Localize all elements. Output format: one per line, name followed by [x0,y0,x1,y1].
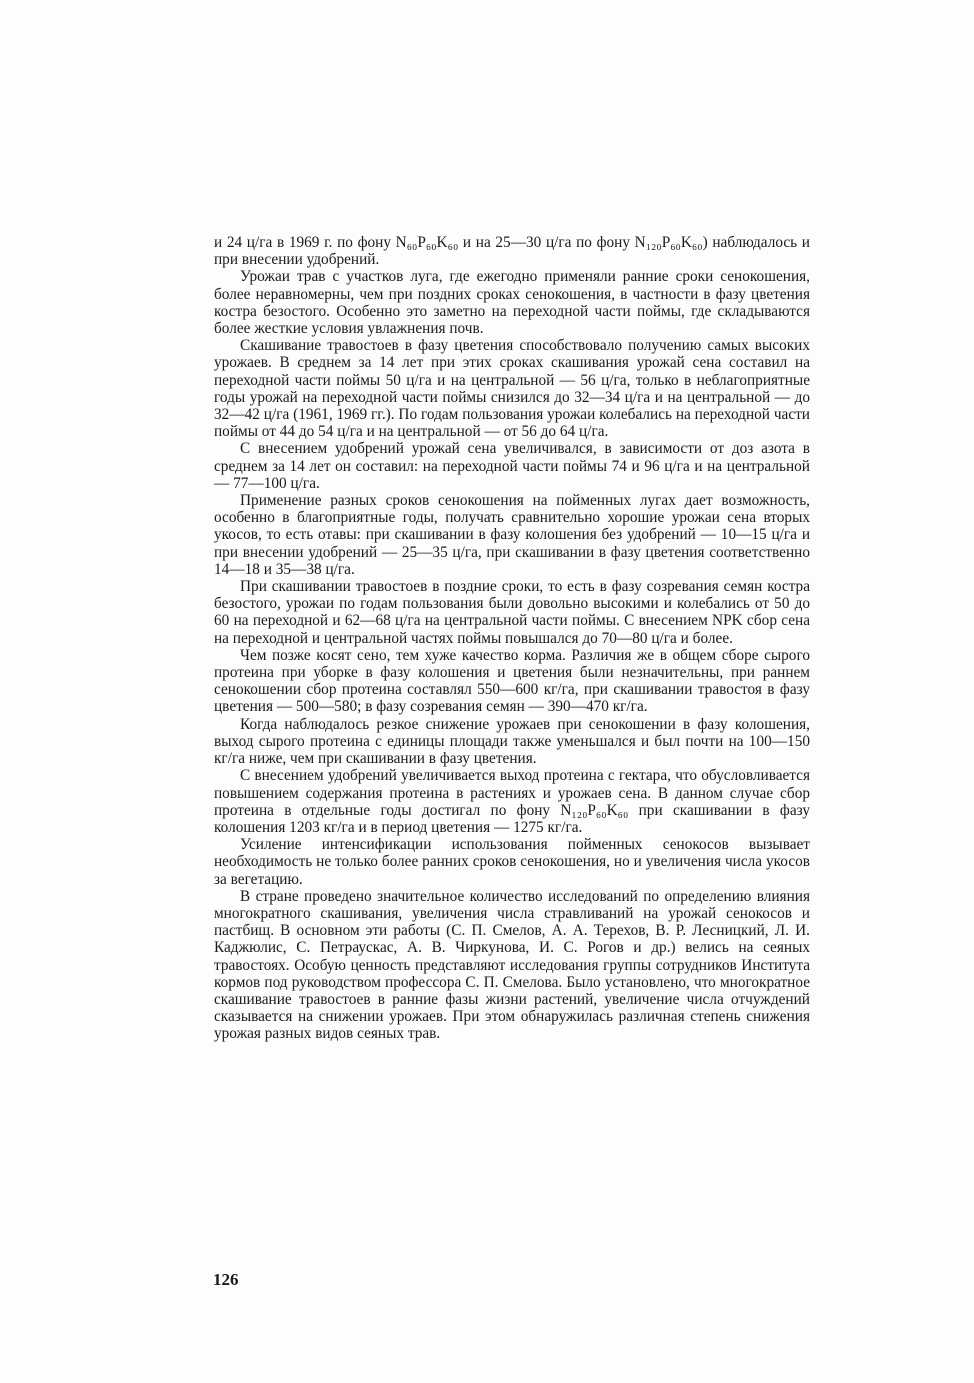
paragraph: Урожаи трав с участков луга, где ежегодно применяли ранние сроки сенокошения, более неравномерны, чем при поздних сроках сенокошения, в частности в фазу цветения костра безостого. Особенно это заметно на переходной части поймы, где складываются более жесткие условия увлажнения почв. [214,268,810,338]
paragraph: и 24 ц/га в 1969 г. по фону N₆₀P₆₀K₆₀ и на 25—30 ц/га по фону N₁₂₀P₆₀K₆₀) наблюдалось и при внесении удобрений. [214,234,810,269]
paragraph: При скашивании травостоев в поздние сроки, то есть в фазу созревания семян костра безостого, урожаи по годам пользования были довольно высокими и колебались от 50 до 60 на переходной и 62—68 ц/га на центральной части поймы. С внесением NPK сбор сена на переходной и центральной частях поймы повышался до 70—80 ц/га и более. [214,578,810,647]
paragraph: Скашивание травостоев в фазу цветения способствовало получению самых высоких урожаев. В среднем за 14 лет при этих сроках скашивания урожай сена составил на переходной части поймы 50 ц/га и на центральной — 56 ц/га, только в неблагоприятные годы урожай на переходной части поймы снизился до 32—34 ц/га и на центральной — до 32—42 ц/га (1961, 1969 гг.). По годам пользования урожаи колебались на переходной части поймы от 44 до 54 ц/га и на центральной — от 56 до 64 ц/га. [214,337,810,441]
paragraph: Усиление интенсификации использования пойменных сенокосов вызывает необходимость не только более ранних сроков сенокошения, но и увеличения числа укосов за вегетацию. [214,836,810,888]
paragraph: Чем позже косят сено, тем хуже качество корма. Различия же в общем сборе сырого протеина при уборке в фазу колошения и цветения были незначительны, при раннем сенокошении сбор протеина составлял 550—600 кг/га, при скашивании травостоя в фазу цветения — 500—580; в фазу созревания семян — 390—470 кг/га. [214,646,810,716]
page-number: 126 [213,1270,239,1289]
paragraph: С внесением удобрений увеличивается выход протеина с гектара, что обусловливается повышением содержания протеина в растениях и урожаев сена. В данном случае сбор протеина в отдельные годы достигал по фону N₁₂₀P₆₀K₆₀ при скашивании в фазу колошения 1203 кг/га и в период цветения — 1275 кг/га. [214,767,810,836]
paragraph: Когда наблюдалось резкое снижение урожаев при сенокошении в фазу колошения, выход сырого протеина с единицы площади также уменьшался и был почти на 100—150 кг/га ниже, чем при скашивании в фазу цветения. [214,715,810,768]
paragraph: Применение разных сроков сенокошения на пойменных лугах дает возможность, особенно в благоприятные годы, получать сравнительно хорошие урожаи сена вторых укосов, то есть отавы: при скашивании в фазу колошения без удобрений — 10—15 ц/га и при внесении удобрений — 25—35 ц/га, при скашивании в фазу цветения соответственно 14—18 и 35—38 ц/га. [214,492,810,578]
paragraph: С внесением удобрений урожай сена увеличивался, в зависимости от доз азота в среднем за 14 лет он составил: на переходной части поймы 74 и 96 ц/га и на центральной — 77—100 ц/га. [214,440,810,492]
paragraph: В стране проведено значительное количество исследований по определению влияния многократного скашивания, увеличения числа стравливаний на урожай сенокосов и пастбищ. В основном эти работы (С. П. Смелов, А. А. Терехов, В. Р. Лесницкий, Л. И. Каджюлис, С. Петраускас, А. В. Чиркунова, И. С. Рогов и др.) велись на сеяных травостоях. Особую ценность представляют исследования группы сотрудников Института кормов под руководством профессора С. П. Смелова. Было установлено, что многократное скашивание травостоев в ранние фазы жизни растений, увеличение числа отчуждений сказывается на снижении урожаев. При этом обнаружилась различная степень снижения урожая разных видов сеяных трав. [214,887,810,1043]
body-text [214,234,810,1043]
